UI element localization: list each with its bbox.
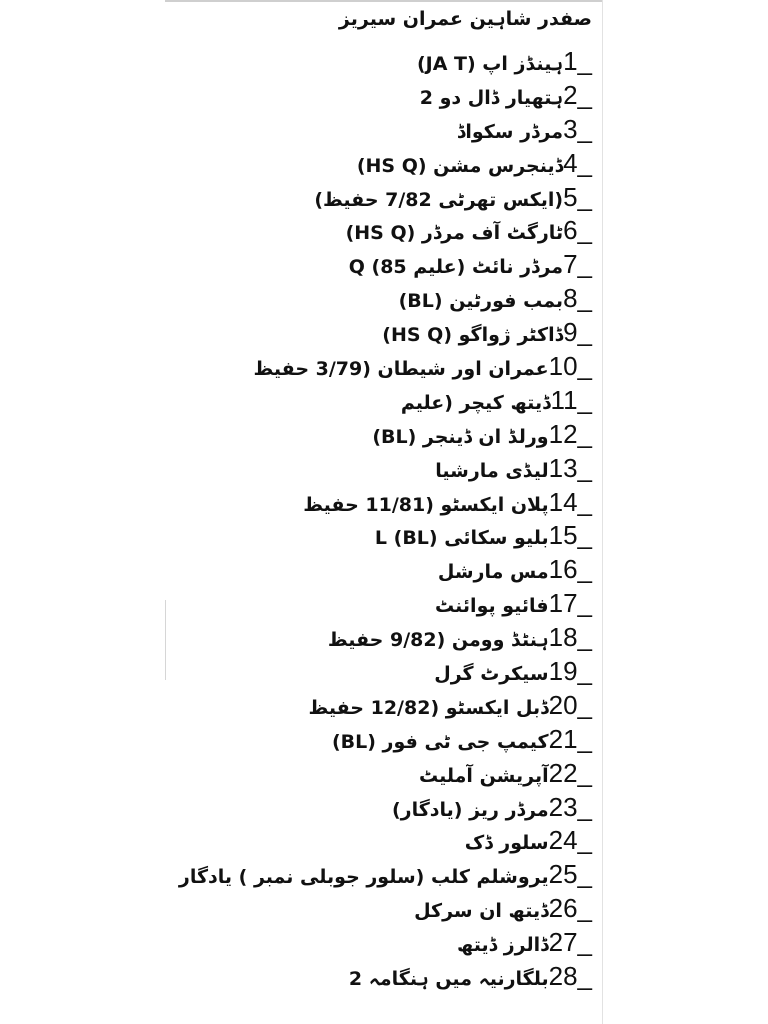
- list-item: [179, 960, 592, 994]
- list-item: [179, 452, 592, 486]
- item-number: 14_: [548, 486, 592, 517]
- list-item: [179, 113, 592, 147]
- list-item: [179, 655, 592, 689]
- list-item: [179, 418, 592, 452]
- item-title: ڈینجرس مشن (HS Q): [356, 154, 564, 177]
- item-number: 23_: [548, 791, 592, 822]
- item-title: ہتھیار ڈال دو 2: [419, 86, 564, 109]
- item-title: کیمپ جی ٹی فور (BL): [331, 730, 549, 753]
- page-top-edge: [165, 0, 603, 2]
- item-number: 7_: [563, 249, 592, 280]
- item-number: 5_: [563, 181, 592, 212]
- page-right-edge: [602, 0, 603, 1024]
- item-number: 18_: [548, 622, 592, 653]
- list-item: [179, 519, 592, 553]
- list-item: [179, 824, 592, 858]
- item-title: ڈالرز ڈیتھ: [457, 934, 549, 957]
- item-title: ڈبل ایکسٹو (12/82 حفیظ: [308, 696, 549, 719]
- list-item: [179, 181, 592, 215]
- list-item: [179, 248, 592, 282]
- list-item: [179, 350, 592, 384]
- list-item: [179, 45, 592, 79]
- item-title: ہینڈز اپ (JA T): [416, 53, 564, 75]
- item-title: مرڈر سکواڈ: [456, 120, 564, 143]
- list-item: [179, 486, 592, 520]
- item-number: 2_: [563, 79, 592, 110]
- item-title: بلگارنیہ میں ہنگامہ 2: [348, 968, 549, 991]
- list-item: [179, 791, 592, 825]
- item-title: ڈیتھ کیچر (علیم: [400, 391, 551, 414]
- series-heading: صفدر شاہین عمران سیریز: [338, 8, 592, 30]
- item-title: مرڈر نائٹ (علیم 85) Q: [348, 256, 564, 279]
- list-item: [179, 79, 592, 113]
- item-title: سلور ڈک: [464, 832, 549, 855]
- item-title: سیکرٹ گرل: [434, 663, 549, 686]
- item-title: ہنٹڈ وومن (9/82 حفیظ: [327, 629, 549, 652]
- item-number: 22_: [548, 757, 592, 788]
- item-number: 26_: [548, 893, 592, 924]
- list-item: [179, 926, 592, 960]
- item-number: 21_: [548, 723, 592, 754]
- item-title: بمب فورٹین (BL): [398, 290, 564, 313]
- item-title: یروشلم کلب (سلور جوبلی نمبر ) یادگار: [178, 866, 549, 889]
- item-number: 4_: [563, 147, 592, 178]
- list-item: [179, 723, 592, 757]
- item-title: ورلڈ ان ڈینجر (BL): [372, 425, 549, 448]
- item-title: مس مارشل: [437, 561, 549, 584]
- item-number: 27_: [548, 927, 592, 958]
- item-title: لیڈی مارشیا: [435, 459, 549, 482]
- list-item: [179, 892, 592, 926]
- item-number: 9_: [563, 317, 592, 348]
- page-left-edge-fragment: [165, 600, 166, 680]
- list-item: [179, 214, 592, 248]
- item-title: آپریشن آملیٹ: [419, 764, 549, 787]
- list-item: [179, 282, 592, 316]
- item-title: پلان ایکسٹو (11/81 حفیظ: [303, 493, 549, 516]
- item-number: 8_: [563, 283, 592, 314]
- item-title: ڈیتھ ان سرکل: [414, 900, 549, 923]
- item-number: 6_: [563, 215, 592, 246]
- list-item: [179, 621, 592, 655]
- item-number: 25_: [548, 859, 592, 890]
- item-number: 3_: [563, 113, 592, 144]
- list-item: [179, 316, 592, 350]
- list-item: [179, 689, 592, 723]
- list-item: [179, 147, 592, 181]
- item-number: 13_: [548, 452, 592, 483]
- item-number: 1_: [563, 46, 592, 76]
- item-number: 28_: [548, 961, 592, 992]
- list-item: [179, 858, 592, 892]
- item-title: ڈاکٹر ژواگو (HS Q): [382, 324, 564, 347]
- item-number: 12_: [548, 418, 592, 449]
- list-item: [179, 587, 592, 621]
- item-title: بلیو سکائی (BL) L: [374, 527, 549, 550]
- item-number: 19_: [548, 656, 592, 687]
- item-number: 11_: [550, 384, 592, 415]
- novel-list: [179, 45, 592, 994]
- item-title: (ایکس تھرٹی 7/82 حفیظ): [314, 188, 564, 211]
- item-number: 24_: [548, 825, 592, 856]
- list-item: [179, 384, 592, 418]
- item-number: 17_: [548, 588, 592, 619]
- item-title: ٹارگٹ آف مرڈر (HS Q): [345, 222, 564, 245]
- item-number: 10_: [548, 351, 592, 382]
- item-title: مرڈر ریز (یادگار): [391, 798, 549, 821]
- list-item: [179, 553, 592, 587]
- item-title: عمران اور شیطان (3/79 حفیظ: [253, 358, 549, 381]
- item-number: 15_: [548, 520, 592, 551]
- item-number: 20_: [548, 689, 592, 720]
- item-number: 16_: [548, 554, 592, 585]
- list-item: [179, 757, 592, 791]
- item-title: فائیو پوائنٹ: [435, 595, 549, 618]
